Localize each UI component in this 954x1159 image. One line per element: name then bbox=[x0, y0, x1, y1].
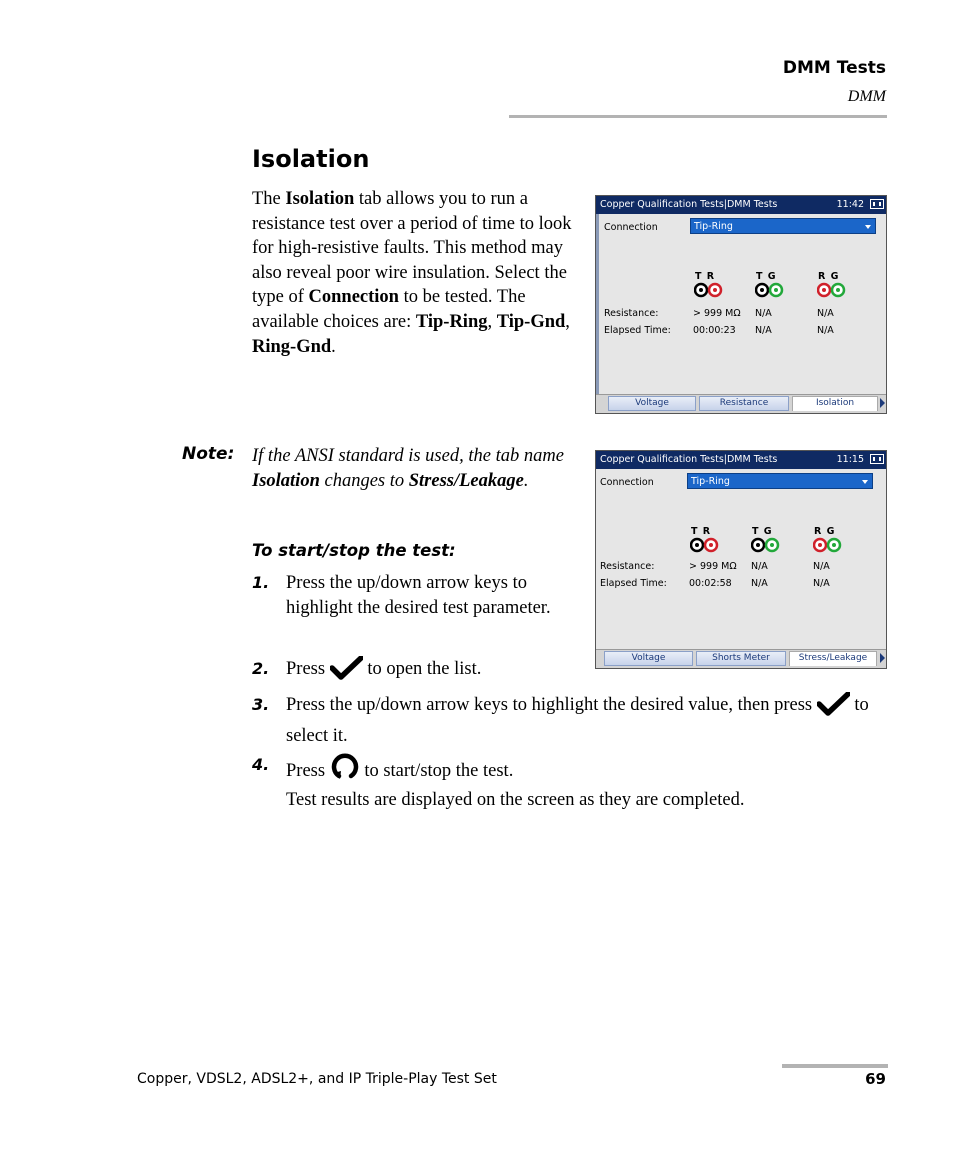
resistance-value: N/A bbox=[813, 561, 830, 572]
terminals-icon bbox=[690, 537, 720, 553]
screen-title: Copper Qualification Tests|DMM Tests bbox=[600, 199, 778, 210]
note-text: If the ANSI standard is used, the tab name Isolation changes to Stress/Leakage. bbox=[252, 446, 564, 491]
checkmark-icon bbox=[817, 692, 850, 724]
resistance-value: > 999 MΩ bbox=[693, 308, 741, 319]
step-text: Press the up/down arrow keys to highlight the desired test parameter. bbox=[286, 573, 551, 618]
pair-ring-gnd: R G bbox=[813, 527, 853, 553]
footer-rule bbox=[782, 1064, 888, 1068]
terminals-icon bbox=[755, 282, 785, 298]
intro-paragraph: The Isolation tab allows you to run a resistance test over a period of time to look for high-resistive faults. This method may also reveal poor wire insulation. Select the type of Connection to be tested. The available choices are: Tip-Ring, Tip-Gnd, Ring-Gnd. bbox=[252, 189, 572, 357]
tab-bar bbox=[596, 649, 886, 668]
scroll-edge bbox=[596, 214, 599, 395]
header-subtitle: DMM bbox=[847, 88, 886, 105]
connection-dropdown[interactable]: Tip-Ring bbox=[690, 218, 876, 234]
header-rule bbox=[509, 115, 887, 118]
battery-icon bbox=[870, 199, 884, 209]
elapsed-value: 00:00:23 bbox=[693, 325, 736, 336]
tab-resistance[interactable]: Resistance bbox=[699, 396, 789, 411]
start-stop-icon bbox=[330, 752, 360, 790]
elapsed-value: N/A bbox=[751, 578, 768, 589]
dropdown-arrow-icon bbox=[862, 480, 868, 484]
battery-icon bbox=[870, 454, 884, 464]
terminals-icon bbox=[751, 537, 781, 553]
tab-voltage[interactable]: Voltage bbox=[604, 651, 693, 666]
result-text: Test results are displayed on the screen as they are completed. bbox=[286, 790, 745, 810]
step-number: 2. bbox=[252, 659, 270, 678]
resistance-value: > 999 MΩ bbox=[689, 561, 737, 572]
pair-tip-ring: T R bbox=[694, 272, 734, 298]
device-screen-stress-leakage bbox=[595, 450, 887, 669]
step-text: Press the up/down arrow keys to highlight the desired value, then press to select it. bbox=[286, 692, 886, 748]
pair-tip-gnd: T G bbox=[751, 527, 791, 553]
elapsed-label: Elapsed Time: bbox=[600, 578, 667, 589]
pair-ring-gnd: R G bbox=[817, 272, 857, 298]
resistance-value: N/A bbox=[755, 308, 772, 319]
device-screen-isolation bbox=[595, 195, 887, 414]
tab-isolation[interactable]: Isolation bbox=[792, 396, 878, 411]
tab-bar bbox=[596, 394, 886, 413]
title-bar bbox=[596, 451, 886, 469]
connection-dropdown[interactable]: Tip-Ring bbox=[687, 473, 873, 489]
terminals-icon bbox=[694, 282, 724, 298]
page-number: 69 bbox=[865, 1070, 886, 1088]
header-title: DMM Tests bbox=[782, 58, 886, 78]
terminals-icon bbox=[817, 282, 847, 298]
connection-label: Connection bbox=[604, 222, 658, 233]
step-number: 1. bbox=[252, 573, 270, 592]
tab-stress-leakage[interactable]: Stress/Leakage bbox=[789, 651, 877, 666]
elapsed-value: N/A bbox=[813, 578, 830, 589]
elapsed-label: Elapsed Time: bbox=[604, 325, 671, 336]
elapsed-value: 00:02:58 bbox=[689, 578, 732, 589]
resistance-value: N/A bbox=[817, 308, 834, 319]
clock: 11:42 bbox=[836, 199, 864, 210]
step-text: Press to open the list. bbox=[286, 656, 586, 688]
resistance-label: Resistance: bbox=[604, 308, 659, 319]
section-title: Isolation bbox=[252, 145, 370, 173]
step-number: 4. bbox=[252, 755, 270, 774]
dropdown-arrow-icon bbox=[865, 225, 871, 229]
tab-shorts-meter[interactable]: Shorts Meter bbox=[696, 651, 786, 666]
resistance-value: N/A bbox=[751, 561, 768, 572]
title-bar bbox=[596, 196, 886, 214]
procedure-title: To start/stop the test: bbox=[252, 541, 456, 560]
checkmark-icon bbox=[330, 656, 363, 688]
connection-label: Connection bbox=[600, 477, 654, 488]
terminals-icon bbox=[813, 537, 843, 553]
footer-product-name: Copper, VDSL2, ADSL2+, and IP Triple-Play Test Set bbox=[137, 1071, 497, 1087]
pair-tip-gnd: T G bbox=[755, 272, 795, 298]
clock: 11:15 bbox=[836, 454, 864, 465]
pair-tip-ring: T R bbox=[690, 527, 730, 553]
tab-scroll-arrow-icon[interactable] bbox=[880, 653, 885, 663]
step-text: Press to start/stop the test. bbox=[286, 752, 886, 790]
resistance-label: Resistance: bbox=[600, 561, 655, 572]
elapsed-value: N/A bbox=[817, 325, 834, 336]
tab-voltage[interactable]: Voltage bbox=[608, 396, 696, 411]
screen-title: Copper Qualification Tests|DMM Tests bbox=[600, 454, 778, 465]
tab-scroll-arrow-icon[interactable] bbox=[880, 398, 885, 408]
step-number: 3. bbox=[252, 695, 270, 714]
elapsed-value: N/A bbox=[755, 325, 772, 336]
note-label: Note: bbox=[182, 444, 235, 464]
